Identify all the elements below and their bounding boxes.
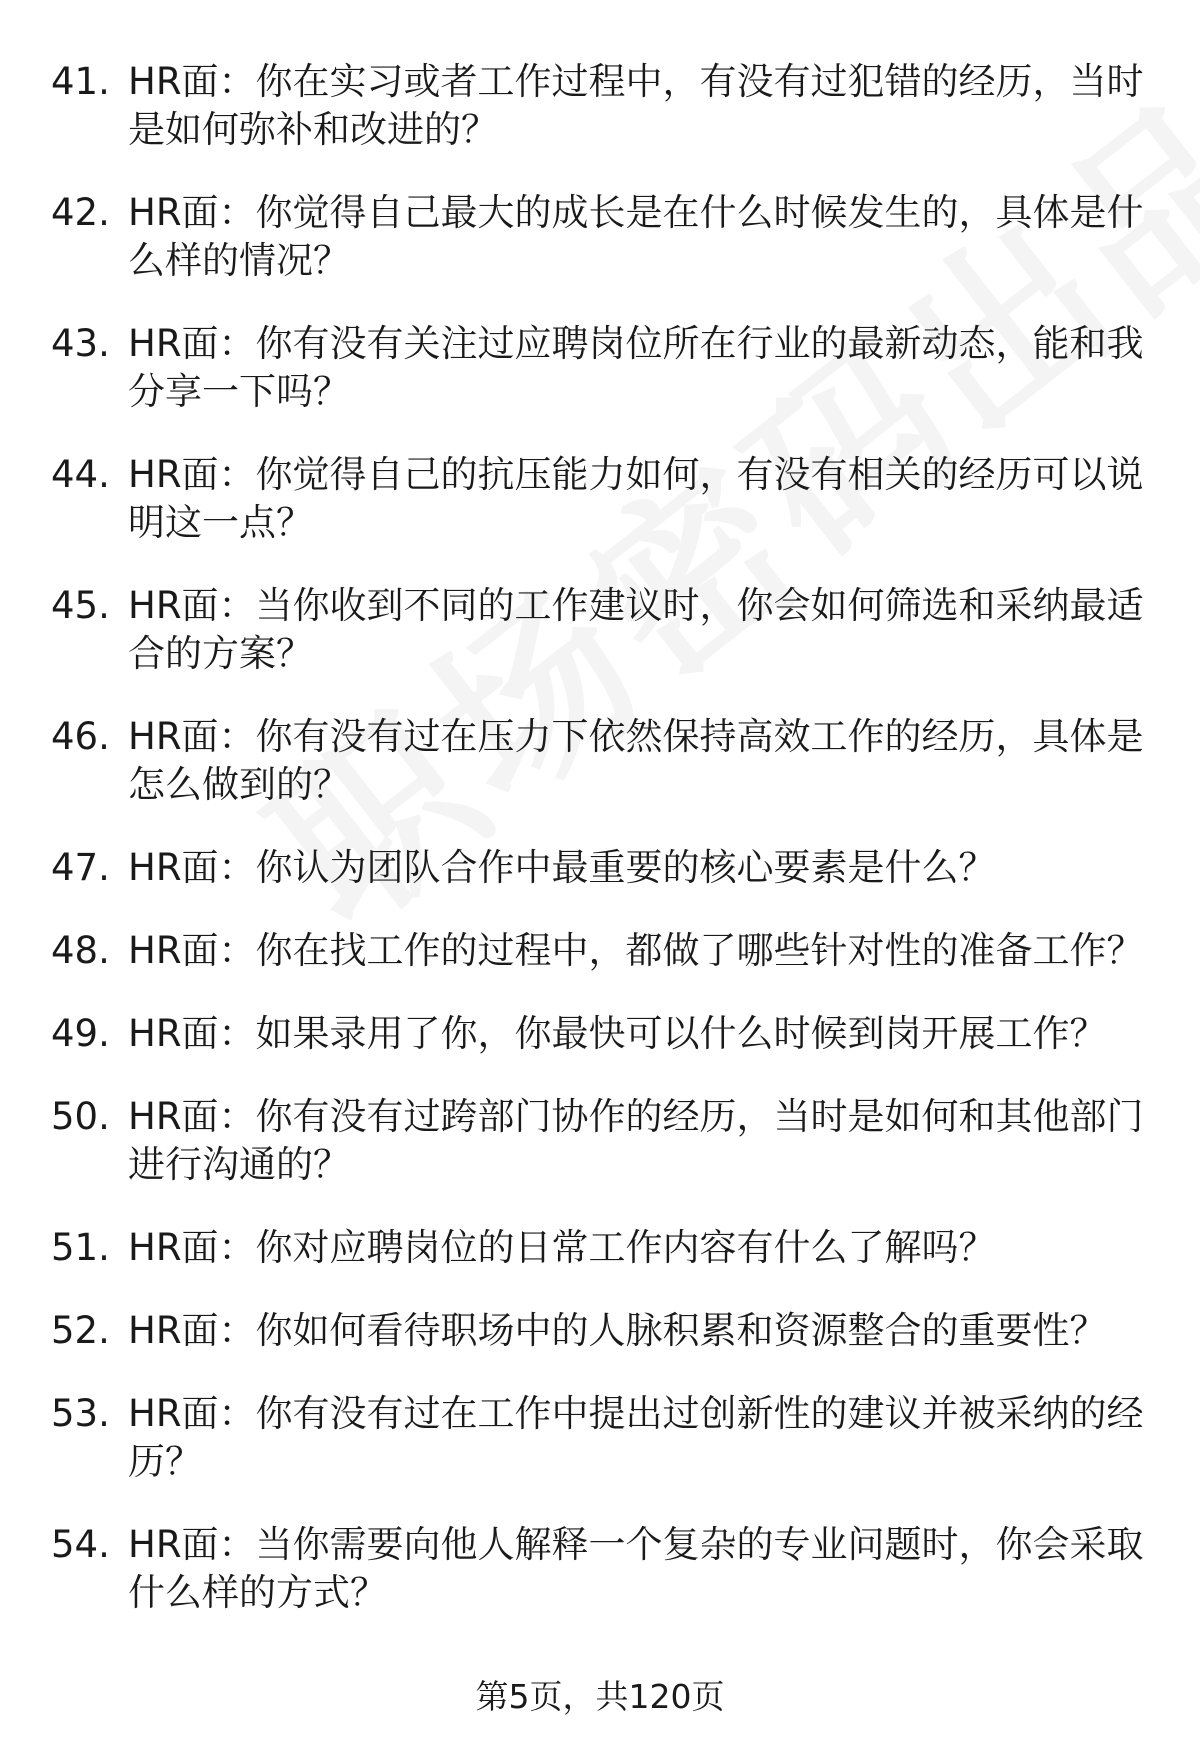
question-number: 54. [51,1523,110,1566]
list-item [0,927,1200,975]
question-text: HR面：你如何看待职场中的人脉积累和资源整合的重要性？ [128,1309,1107,1352]
page-number-label: 第5页，共120页 [475,1677,725,1716]
question-number: 50. [51,1095,110,1138]
question-number: 44. [51,453,110,496]
question-number: 52. [51,1309,110,1352]
list-item [0,582,1200,678]
list-item [0,1521,1200,1617]
question-text: HR面：你觉得自己最大的成长是在什么时候发生的，具体是什么样的情况？ [128,191,1144,282]
question-number: 51. [51,1226,110,1269]
question-number: 46. [51,715,110,758]
question-text: HR面：你有没有过在工作中提出过创新性的建议并被采纳的经历？ [128,1392,1144,1483]
list-item [0,1307,1200,1355]
question-number: 45. [51,584,110,627]
list-item [0,1224,1200,1272]
question-text: HR面：你在找工作的过程中，都做了哪些针对性的准备工作？ [128,929,1144,972]
question-number: 42. [51,191,110,234]
question-text: HR面：你有没有过跨部门协作的经历，当时是如何和其他部门进行沟通的？ [128,1095,1144,1186]
question-text: HR面：当你收到不同的工作建议时，你会如何筛选和采纳最适合的方案？ [128,584,1144,675]
question-number: 53. [51,1392,110,1435]
question-number: 48. [51,929,110,972]
question-text: HR面：你对应聘岗位的日常工作内容有什么了解吗？ [128,1226,996,1269]
question-text: HR面：你认为团队合作中最重要的核心要素是什么？ [128,846,996,889]
question-number: 47. [51,846,110,889]
list-item [0,1390,1200,1486]
list-item [0,1010,1200,1058]
question-text: HR面：你觉得自己的抗压能力如何，有没有相关的经历可以说明这一点？ [128,453,1144,544]
question-list [0,58,1200,1652]
list-item [0,58,1200,154]
question-number: 43. [51,322,110,365]
page-footer [0,1675,1200,1719]
question-number: 49. [51,1012,110,1055]
question-text: HR面：当你需要向他人解释一个复杂的专业问题时，你会采取什么样的方式？ [128,1523,1144,1614]
question-text: HR面：你有没有过在压力下依然保持高效工作的经历，具体是怎么做到的？ [128,715,1144,806]
list-item [0,451,1200,547]
list-item [0,1093,1200,1189]
question-text: HR面：你在实习或者工作过程中，有没有过犯错的经历，当时是如何弥补和改进的？ [128,60,1144,151]
question-text: HR面：你有没有关注过应聘岗位所在行业的最新动态，能和我分享一下吗？ [128,322,1144,413]
question-text: HR面：如果录用了你，你最快可以什么时候到岗开展工作？ [128,1012,1107,1055]
list-item [0,713,1200,809]
list-item [0,320,1200,416]
question-number: 41. [51,60,110,103]
list-item [0,844,1200,892]
list-item [0,189,1200,285]
